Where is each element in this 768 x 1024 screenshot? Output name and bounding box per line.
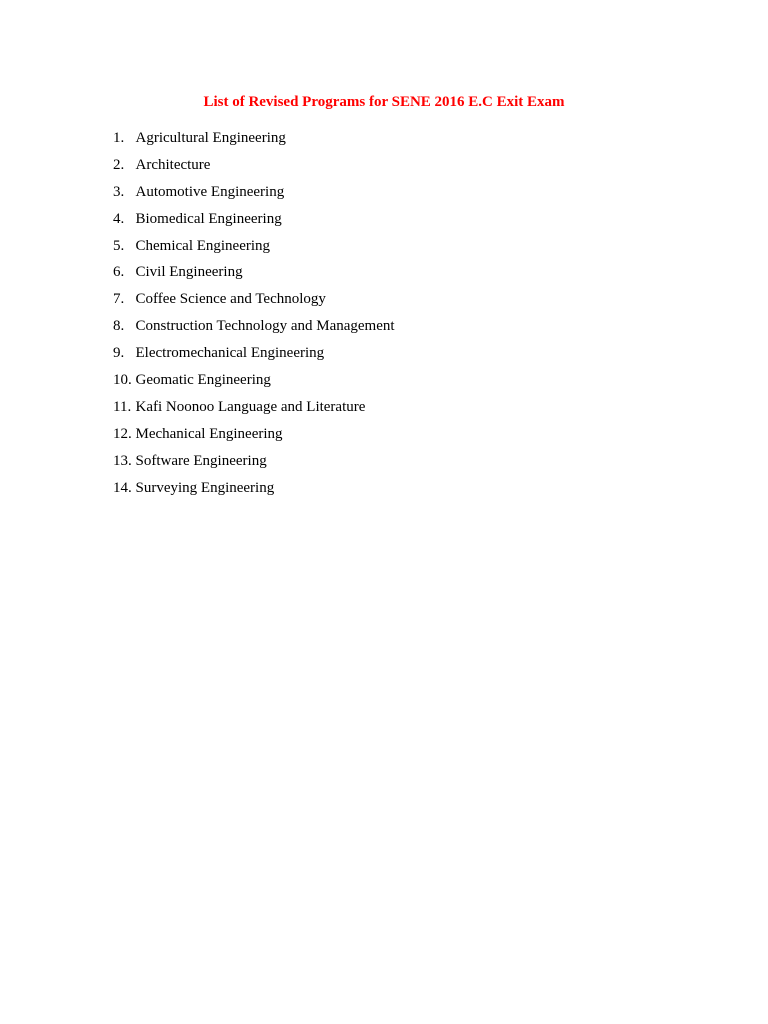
list-item: [113, 262, 395, 289]
item-number: 4.: [113, 210, 125, 227]
item-number: 2.: [113, 156, 125, 173]
list-item: [113, 478, 395, 505]
item-label: Civil Engineering: [135, 264, 243, 281]
list-item: [113, 236, 395, 263]
item-number: 5.: [113, 237, 125, 254]
item-label: Chemical Engineering: [135, 237, 271, 254]
item-number: 6.: [113, 264, 125, 281]
item-label: Agricultural Engineering: [135, 130, 286, 146]
item-label: Mechanical Engineering: [135, 425, 283, 442]
list-item: [113, 451, 395, 478]
list-item: [113, 316, 395, 343]
item-label: Automotive Engineering: [135, 183, 285, 200]
item-number: 12.: [113, 425, 132, 442]
item-label: Coffee Science and Technology: [135, 291, 326, 308]
list-item: [113, 155, 395, 182]
item-label: Construction Technology and Management: [135, 318, 395, 335]
item-label: Electromechanical Engineering: [135, 345, 325, 362]
item-number: 11.: [113, 398, 132, 415]
item-number: 14.: [113, 479, 132, 496]
program-list: [113, 128, 395, 504]
item-number: 10.: [113, 372, 132, 389]
item-label: Biomedical Engineering: [135, 210, 282, 227]
list-item: [113, 370, 395, 397]
item-number: 8.: [113, 318, 125, 335]
list-item: [113, 289, 395, 316]
item-label: Software Engineering: [135, 452, 267, 469]
item-label: Geomatic Engineering: [135, 372, 271, 389]
item-number: 1.: [113, 130, 125, 146]
list-item: [113, 397, 395, 424]
item-label: Kafi Noonoo Language and Literature: [135, 398, 366, 415]
item-number: 13.: [113, 452, 132, 469]
list-item: [113, 343, 395, 370]
list-item: [113, 128, 395, 155]
item-label: Architecture: [135, 156, 211, 173]
list-item: [113, 424, 395, 451]
document-title: List of Revised Programs for SENE 2016 E.C Exit Exam: [203, 94, 565, 110]
item-number: 3.: [113, 183, 125, 200]
item-number: 7.: [113, 291, 125, 308]
list-item: [113, 182, 395, 209]
list-item: [113, 209, 395, 236]
item-label: Surveying Engineering: [135, 479, 275, 496]
item-number: 9.: [113, 345, 125, 362]
